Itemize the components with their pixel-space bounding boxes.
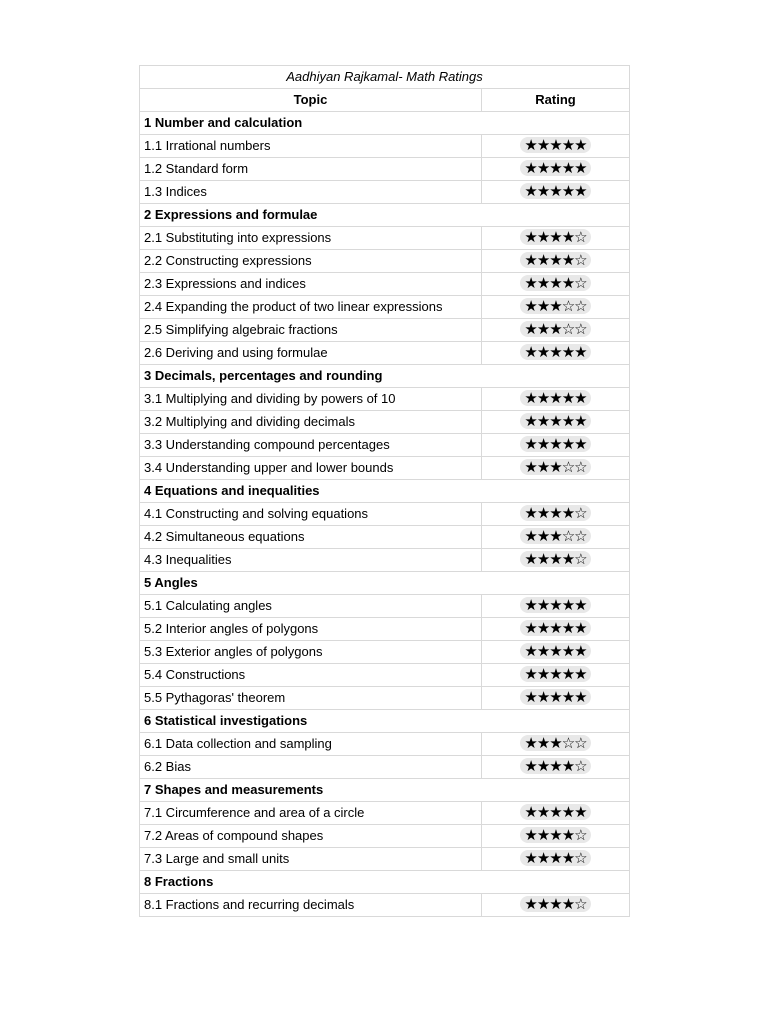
table-row [140, 342, 630, 365]
section-title: 2 Expressions and formulae [140, 204, 482, 227]
section-title: 7 Shapes and measurements [140, 779, 482, 802]
topic-cell: 4.3 Inequalities [140, 549, 482, 572]
table-row [140, 181, 630, 204]
topic-cell: 7.3 Large and small units [140, 848, 482, 871]
rating-cell [482, 825, 630, 848]
sheet-title: Aadhiyan Rajkamal- Math Ratings [140, 66, 630, 89]
section-title: 3 Decimals, percentages and rounding [140, 365, 482, 388]
rating-cell [482, 733, 630, 756]
title-row [140, 66, 630, 89]
topic-cell: 7.2 Areas of compound shapes [140, 825, 482, 848]
rating-cell [482, 227, 630, 250]
star-rating: ★★★★☆ [520, 758, 590, 774]
rating-cell [482, 457, 630, 480]
section-title: 8 Fractions [140, 871, 482, 894]
table-row [140, 273, 630, 296]
star-rating: ★★★★★ [520, 620, 590, 636]
star-rating: ★★★★☆ [520, 551, 590, 567]
star-rating: ★★★★★ [520, 160, 590, 176]
table-row [140, 457, 630, 480]
section-title: 4 Equations and inequalities [140, 480, 482, 503]
table-row [140, 664, 630, 687]
topic-cell: 3.2 Multiplying and dividing decimals [140, 411, 482, 434]
topic-cell: 2.6 Deriving and using formulae [140, 342, 482, 365]
table-row [140, 319, 630, 342]
section-empty-cell [482, 112, 630, 135]
section-row [140, 779, 630, 802]
table-row [140, 411, 630, 434]
section-empty-cell [482, 710, 630, 733]
star-rating: ★★★☆☆ [520, 321, 590, 337]
rating-cell [482, 250, 630, 273]
table-row [140, 135, 630, 158]
table-row [140, 250, 630, 273]
section-row [140, 365, 630, 388]
rating-cell [482, 894, 630, 917]
table-row [140, 158, 630, 181]
table-row [140, 756, 630, 779]
topic-cell: 2.3 Expressions and indices [140, 273, 482, 296]
rating-cell [482, 687, 630, 710]
topic-cell: 4.1 Constructing and solving equations [140, 503, 482, 526]
topic-cell: 1.3 Indices [140, 181, 482, 204]
topic-cell: 5.5 Pythagoras' theorem [140, 687, 482, 710]
topic-cell: 3.3 Understanding compound percentages [140, 434, 482, 457]
table-row [140, 526, 630, 549]
rating-cell [482, 158, 630, 181]
star-rating: ★★★★★ [520, 804, 590, 820]
topic-cell: 3.1 Multiplying and dividing by powers of 10 [140, 388, 482, 411]
table-row [140, 296, 630, 319]
topic-cell: 1.2 Standard form [140, 158, 482, 181]
table-row [140, 802, 630, 825]
topic-cell: 8.1 Fractions and recurring decimals [140, 894, 482, 917]
table-row [140, 687, 630, 710]
topic-cell: 2.4 Expanding the product of two linear expressions [140, 296, 482, 319]
topic-cell: 5.2 Interior angles of polygons [140, 618, 482, 641]
topic-cell: 5.1 Calculating angles [140, 595, 482, 618]
star-rating: ★★★★☆ [520, 827, 590, 843]
table-row [140, 733, 630, 756]
section-empty-cell [482, 365, 630, 388]
rating-cell [482, 848, 630, 871]
section-empty-cell [482, 871, 630, 894]
star-rating: ★★★★★ [520, 666, 590, 682]
rating-cell [482, 664, 630, 687]
table-row [140, 227, 630, 250]
section-empty-cell [482, 779, 630, 802]
section-empty-cell [482, 572, 630, 595]
table-row [140, 825, 630, 848]
rating-cell [482, 135, 630, 158]
star-rating: ★★★☆☆ [520, 735, 590, 751]
star-rating: ★★★★☆ [520, 505, 590, 521]
rating-column-header: Rating [482, 89, 630, 112]
star-rating: ★★★★☆ [520, 252, 590, 268]
rating-cell [482, 549, 630, 572]
section-empty-cell [482, 480, 630, 503]
table-row [140, 894, 630, 917]
rating-cell [482, 411, 630, 434]
rating-cell [482, 595, 630, 618]
section-title: 6 Statistical investigations [140, 710, 482, 733]
rating-cell [482, 641, 630, 664]
section-row [140, 204, 630, 227]
star-rating: ★★★★☆ [520, 850, 590, 866]
section-row [140, 112, 630, 135]
rating-cell [482, 434, 630, 457]
rating-cell [482, 503, 630, 526]
rating-cell [482, 273, 630, 296]
rating-cell [482, 388, 630, 411]
star-rating: ★★★★★ [520, 183, 590, 199]
star-rating: ★★★★☆ [520, 229, 590, 245]
header-row [140, 89, 630, 112]
star-rating: ★★★★★ [520, 597, 590, 613]
star-rating: ★★★★★ [520, 390, 590, 406]
topic-cell: 6.2 Bias [140, 756, 482, 779]
section-title: 5 Angles [140, 572, 482, 595]
rating-cell [482, 802, 630, 825]
star-rating: ★★★★★ [520, 436, 590, 452]
table-row [140, 388, 630, 411]
star-rating: ★★★★☆ [520, 275, 590, 291]
section-row [140, 871, 630, 894]
ratings-table [139, 65, 630, 917]
rating-cell [482, 618, 630, 641]
table-row [140, 503, 630, 526]
rating-cell [482, 181, 630, 204]
rating-cell [482, 756, 630, 779]
ratings-table-body [140, 66, 630, 917]
table-row [140, 595, 630, 618]
topic-cell: 2.1 Substituting into expressions [140, 227, 482, 250]
table-row [140, 618, 630, 641]
topic-cell: 3.4 Understanding upper and lower bounds [140, 457, 482, 480]
rating-cell [482, 526, 630, 549]
rating-cell [482, 319, 630, 342]
star-rating: ★★★☆☆ [520, 528, 590, 544]
section-row [140, 710, 630, 733]
table-row [140, 434, 630, 457]
section-empty-cell [482, 204, 630, 227]
table-row [140, 641, 630, 664]
rating-cell [482, 342, 630, 365]
star-rating: ★★★★★ [520, 344, 590, 360]
topic-cell: 4.2 Simultaneous equations [140, 526, 482, 549]
section-row [140, 480, 630, 503]
topic-cell: 1.1 Irrational numbers [140, 135, 482, 158]
table-row [140, 549, 630, 572]
topic-cell: 5.4 Constructions [140, 664, 482, 687]
star-rating: ★★★☆☆ [520, 298, 590, 314]
topic-cell: 7.1 Circumference and area of a circle [140, 802, 482, 825]
table-row [140, 848, 630, 871]
star-rating: ★★★★★ [520, 643, 590, 659]
topic-cell: 6.1 Data collection and sampling [140, 733, 482, 756]
section-row [140, 572, 630, 595]
star-rating: ★★★★★ [520, 689, 590, 705]
star-rating: ★★★☆☆ [520, 459, 590, 475]
topic-column-header: Topic [140, 89, 482, 112]
topic-cell: 2.5 Simplifying algebraic fractions [140, 319, 482, 342]
topic-cell: 5.3 Exterior angles of polygons [140, 641, 482, 664]
section-title: 1 Number and calculation [140, 112, 482, 135]
star-rating: ★★★★★ [520, 137, 590, 153]
topic-cell: 2.2 Constructing expressions [140, 250, 482, 273]
star-rating: ★★★★☆ [520, 896, 590, 912]
rating-cell [482, 296, 630, 319]
star-rating: ★★★★★ [520, 413, 590, 429]
